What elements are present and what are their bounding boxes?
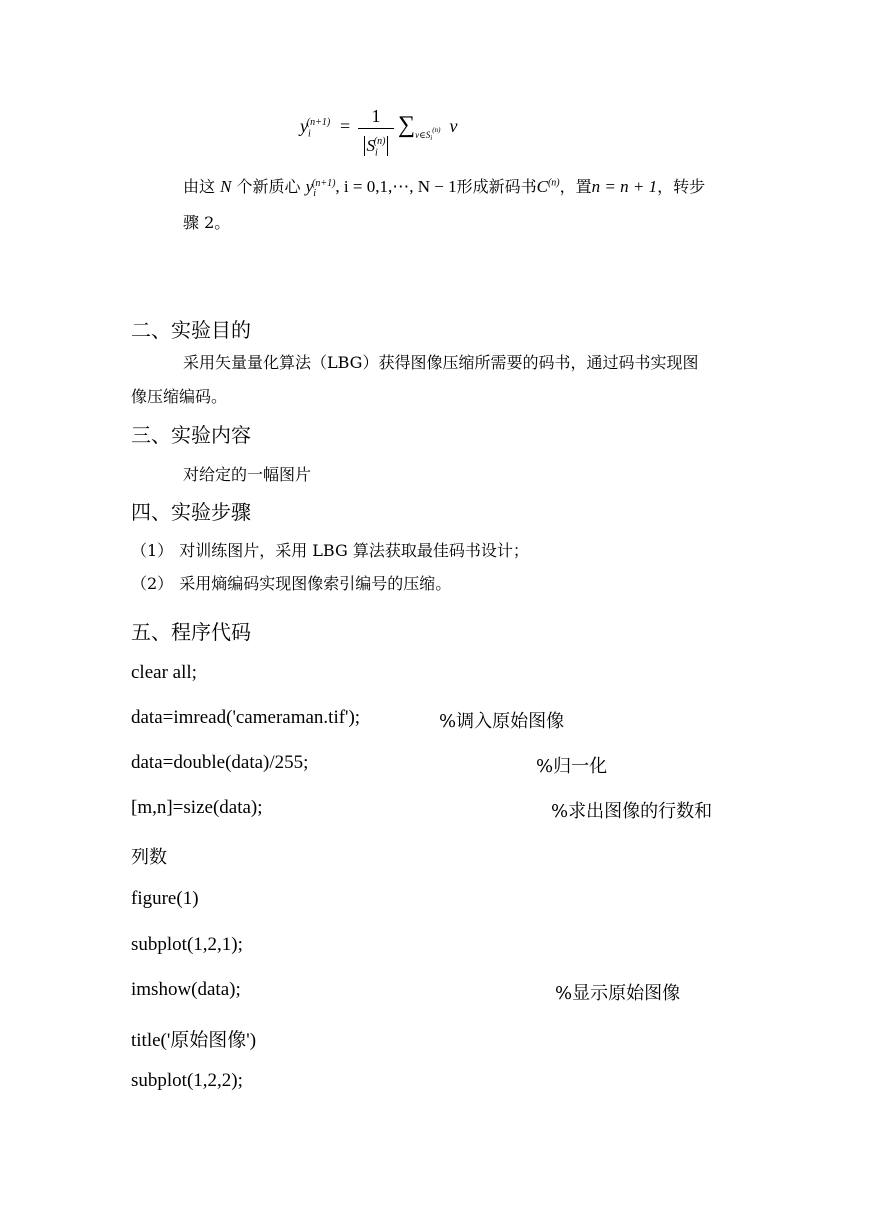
code-line: [m,n]=size(data);: [131, 797, 263, 818]
code-line: clear all;: [131, 662, 197, 683]
fraction-bar: [358, 128, 394, 129]
purpose-body-line-1: 采用矢量量化算法（LBG）获得图像压缩所需要的码书，通过码书实现图: [183, 353, 699, 372]
section-title-content: 三、实验内容: [131, 423, 251, 447]
code-comment: 列数: [131, 847, 167, 868]
section-title-code: 五、程序代码: [131, 620, 251, 644]
section-title-steps: 四、实验步骤: [131, 500, 251, 524]
code-line: subplot(1,2,2);: [131, 1070, 243, 1091]
formula-denominator: $S_i^{(n)}$: [358, 131, 394, 164]
purpose-body-line-2: 像压缩编码。: [131, 387, 228, 406]
intro-line-2: 骤 2。: [183, 213, 231, 232]
content-body: 对给定的一幅图片: [183, 465, 312, 484]
code-line: title('原始图像'): [131, 1030, 257, 1051]
code-comment: %归一化: [536, 756, 608, 777]
step-2: （2） 采用熵编码实现图像索引编号的压缩。: [131, 574, 452, 593]
formula-lhs: $y_i^{(n+1)}$ =: [300, 116, 351, 140]
section-title-purpose: 二、实验目的: [131, 318, 251, 342]
code-comment: %调入原始图像: [439, 711, 565, 732]
code-line: subplot(1,2,1);: [131, 934, 243, 955]
code-line: imshow(data);: [131, 979, 241, 1000]
formula-fraction: 1 $S_i^{(n)}$: [358, 106, 394, 164]
code-line: figure(1): [131, 888, 199, 909]
formula-sum: $\sum_{v\in Si}(n)$ v: [398, 112, 458, 142]
code-line: data=imread('cameraman.tif');: [131, 707, 361, 728]
code-comment: %显示原始图像: [555, 983, 681, 1004]
intro-line-1: 由这 N 个新质心 $y_i^{(n+1)}$, i = 0,1,⋯, N − 1形成新码书$C^{(n)}$，置n = n + 1，转步: [183, 177, 706, 200]
code-line: data=double(data)/255;: [131, 752, 309, 773]
step-1: （1） 对训练图片，采用 LBG 算法获取最佳码书设计；: [131, 541, 529, 560]
code-comment: %求出图像的行数和: [551, 801, 713, 822]
